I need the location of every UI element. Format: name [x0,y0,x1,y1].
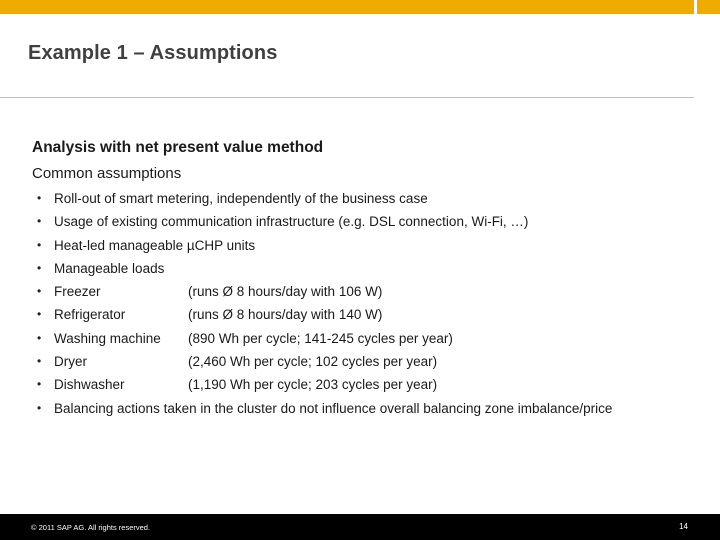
slide-title: Example 1 – Assumptions [28,42,278,64]
bullet-icon: • [37,260,42,275]
bullet-text: Usage of existing communication infrastructure (e.g. DSL connection, Wi-Fi, …) [54,214,529,230]
list-item [32,257,692,280]
content-subheading: Common assumptions [32,165,182,182]
bullet-icon: • [37,237,42,252]
copyright-notice: © 2011 SAP AG. All rights reserved. [31,523,151,532]
title-divider [0,97,694,98]
bullet-text: Heat-led manageable µCHP units [54,237,256,253]
list-item [32,327,692,350]
list-item [32,187,692,210]
slide-content [32,138,692,418]
appliance-detail: (runs Ø 8 hours/day with 140 W) [188,307,383,323]
appliance-detail: (runs Ø 8 hours/day with 106 W) [188,284,383,300]
bullet-icon: • [37,354,42,369]
list-item [32,350,692,373]
appliance-detail: (2,460 Wh per cycle; 102 cycles per year) [188,354,438,370]
bullet-icon: • [37,400,42,415]
appliance-name: Dishwasher [54,377,125,393]
top-accent-bar [0,0,720,14]
bullet-text: Balancing actions taken in the cluster do not influence overall balancing zone imbalance/price [54,400,613,416]
accent-bar-main [0,0,694,14]
assumption-list [32,187,692,418]
list-item [32,280,692,303]
appliance-name: Refrigerator [54,307,126,323]
appliance-name: Freezer [54,284,101,300]
bullet-icon: • [37,330,42,345]
appliance-detail: (1,190 Wh per cycle; 203 cycles per year) [188,377,438,393]
bullet-icon: • [37,214,42,229]
bullet-icon: • [37,284,42,299]
page-number: 14 [679,522,688,531]
list-item [32,397,692,418]
footer-bar [0,514,720,540]
bullet-text: Roll-out of smart metering, independently of the business case [54,191,428,206]
bullet-text: Manageable loads [54,260,165,276]
bullet-icon: • [37,191,42,205]
bullet-icon: • [37,377,42,392]
appliance-detail: (890 Wh per cycle; 141-245 cycles per year) [188,330,453,346]
appliance-name: Dryer [54,354,87,370]
appliance-name: Washing machine [54,330,161,346]
list-item [32,373,692,396]
list-item [32,303,692,326]
bullet-icon: • [37,307,42,322]
list-item [32,234,692,257]
list-item [32,210,692,233]
accent-bar-end [697,0,720,14]
content-heading: Analysis with net present value method [32,139,324,156]
